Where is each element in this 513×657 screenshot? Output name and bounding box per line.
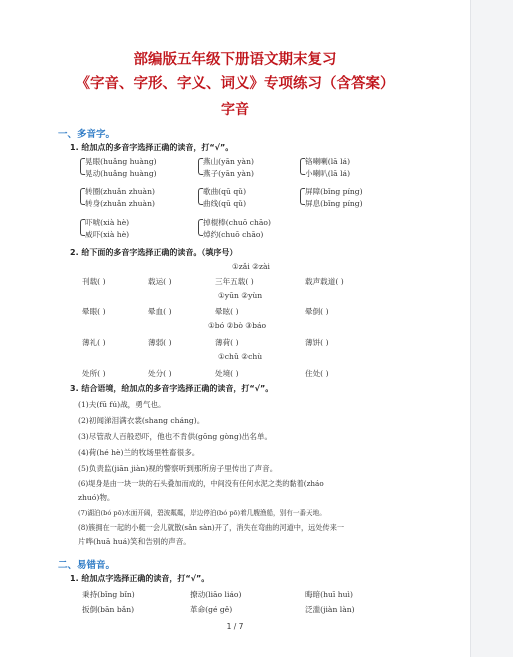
s2-item: 泛滥(jiàn làn) [305, 605, 355, 614]
q2-item: 薄饼( ) [305, 338, 329, 347]
q3-line: (1)夫(fū fú)战，勇气也。 [78, 400, 166, 409]
s2-item: 撩动(liāo liáo) [190, 590, 242, 599]
q2-item: 刊载( ) [82, 277, 106, 286]
q3-line: 片哗(huā huá)笑和告别的声音。 [78, 537, 191, 546]
q3-line: (5)负责监(jiān jiàn)视的警察听到那所房子里传出了声音。 [78, 464, 278, 473]
document-subtitle: 《字音、字形、字义、词义》专项练习（含答案） [75, 75, 395, 92]
q2-item: 薄弱( ) [148, 338, 172, 347]
q2-item: 处分( ) [148, 369, 172, 378]
s2-item: 晦暗(huī huì) [305, 590, 353, 599]
document-page: 部编版五年级下册语文期末复习 《字音、字形、字义、词义》专项练习（含答案） 字音 一、多音字。 1. 给加点的多音字选择正确的读音，打“√”。 晃眼(huǎng huàng) 晃动(huǎng huàng) 燕山(yān yàn) 燕子(yān yàn) 铬喇喇(lā lá) 小喇叭(lā lá) 转圈(zhuǎn zhuàn) 转身(zhuǎn zhuàn) 歌曲(qū qǔ) 曲线(qū qǔ) 屏障(bǐng píng) 屏息(bǐng píng) 吓唬(xià hè) 威吓(xià hè) 掉棍棒(chuō chāo) 焯约(chuō chāo) 2. 给下面的多音字选择正确的读音。（填序号） ①zǎi ②zài 刊载( ) 载运( ) 三年五载( ) 载声载道( ) ①yūn ②yùn 晕眼( ) 晕血( ) 晕眩( ) 晕倒( ) ①bó ②bò ③báo 薄礼( ) 薄弱( ) 薄荷( ) 薄饼( ) ①chǔ ②chù 处所( ) 处分( ) 处境( ) 住处( ) 3. 结合语境，给加点的多音字选择正确的读音，打“√”。 (1)夫(fū fú)战，勇气也。 (2)初闻涕泪满衣裳(shang cháng)。 (3)尽管敌人百般恐吓，他也不肯供(gōng gòng)出名单。 (4)荷(hé hè)兰的牧场里牲畜很多。 (5)负责监(jiān jiàn)视的警察听到那所房子里传出了声音。 (6)堤身是由一块一块的石头叠加而成的，中间没有任何水泥之类的黏着(zháo zhuó)物。 (7)湖泊(bó pō)水面开阔，碧波粼粼，岸边停泊(bó pō)着几艘渔船，别有一番天地。 (8)簇拥在一起的小艇一会儿就散(sǎn sàn)开了，消失在弯曲的河道中，远处传来一 片哗(huā huá)笑和告别的声音。 二、易错音。 1. 给加点字选择正确的读音，打“√”。 秉持(bǐng bǐn) 撩动(liāo liáo) 晦暗(huī huì) 扳倒(bān bǎn) 革命(gé gě) 泛滥(jiàn làn) 1 / 7 [0, 0, 470, 657]
question-1-prompt: 1. 给加点的多音字选择正确的读音，打“√”。 [70, 143, 234, 152]
question-3-prompt: 3. 结合语境，给加点的多音字选择正确的读音，打“√”。 [70, 384, 274, 393]
document-title: 部编版五年级下册语文期末复习 [133, 51, 337, 68]
q2-item: 晕倒( ) [305, 307, 329, 316]
q2-item: 载运( ) [148, 277, 172, 286]
s2-item: 扳倒(bān bǎn) [82, 605, 135, 614]
q3-line: (4)荷(hé hè)兰的牧场里牲畜很多。 [78, 448, 200, 457]
question-2-1-prompt: 1. 给加点字选择正确的读音，打“√”。 [70, 574, 210, 583]
question-2-prompt: 2. 给下面的多音字选择正确的读音。（填序号） [70, 248, 238, 257]
s2-item: 革命(gé gě) [190, 605, 233, 614]
q2-options: ①zǎi ②zài [232, 262, 270, 271]
section-heading-polyphone: 一、多音字。 [58, 129, 116, 140]
q3-line: (6)堤身是由一块一块的石头叠加而成的，中间没有任何水泥之类的黏着(zháo [78, 479, 324, 488]
q2-item: 载声载道( ) [305, 277, 344, 286]
q2-options: ①bó ②bò ③báo [208, 321, 267, 330]
q2-item: 薄礼( ) [82, 338, 106, 347]
page-number: 1 / 7 [226, 622, 244, 631]
section-heading-error-prone: 二、易错音。 [58, 560, 116, 571]
s2-item: 秉持(bǐng bǐn) [82, 590, 135, 599]
q2-item: 晕眩( ) [215, 307, 239, 316]
q2-item: 处境( ) [215, 369, 239, 378]
q3-line: (2)初闻涕泪满衣裳(shang cháng)。 [78, 416, 205, 425]
q2-item: 三年五载( ) [215, 277, 254, 286]
q3-line: zhuó)物。 [78, 493, 115, 502]
q3-line: (3)尽管敌人百般恐吓，他也不肯供(gōng gòng)出名单。 [78, 432, 273, 441]
q2-item: 住处( ) [305, 369, 329, 378]
section-title: 字音 [221, 102, 249, 118]
side-panel [470, 0, 513, 657]
q2-item: 晕血( ) [148, 307, 172, 316]
q2-item: 晕眼( ) [82, 307, 106, 316]
q2-options: ①chǔ ②chù [218, 352, 263, 361]
q3-line: (7)湖泊(bó pō)水面开阔，碧波粼粼，岸边停泊(bó pō)着几艘渔船，别有一番天地。 [78, 509, 326, 517]
q2-item: 薄荷( ) [215, 338, 239, 347]
q2-item: 处所( ) [82, 369, 106, 378]
q2-options: ①yūn ②yùn [218, 291, 263, 300]
q3-line: (8)簇拥在一起的小艇一会儿就散(sǎn sàn)开了，消失在弯曲的河道中，远处传来一 [78, 523, 345, 532]
